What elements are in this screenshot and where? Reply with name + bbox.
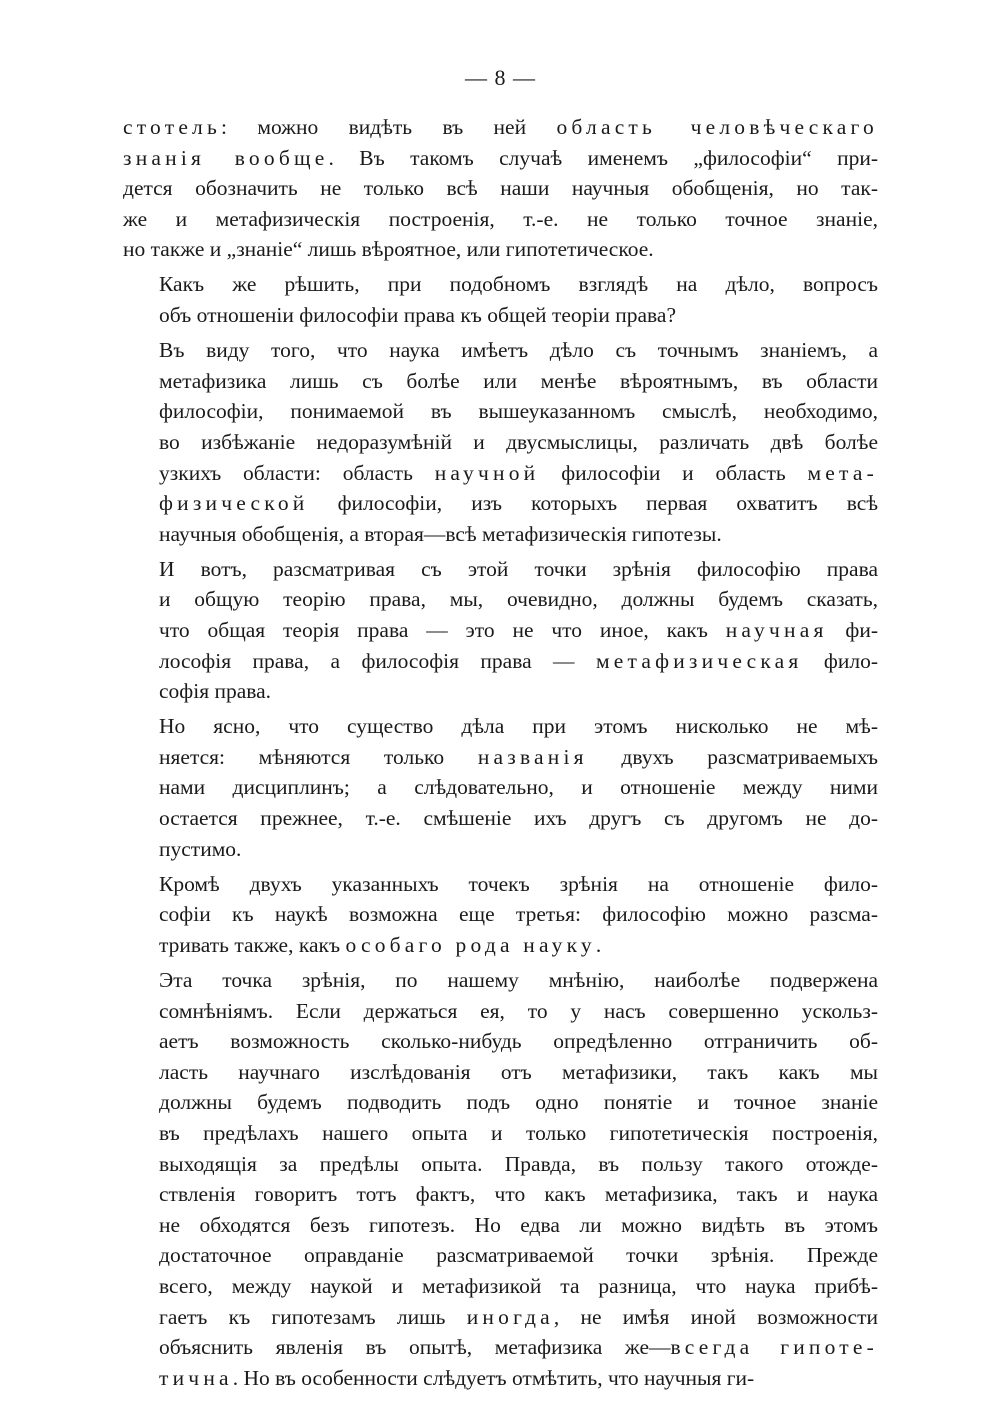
text-segment: философіи, изъ которыхъ первая охватитъ всѣ: [308, 491, 878, 516]
text-line: [123, 646, 878, 677]
text-segment: : можно видѣть въ ней: [221, 115, 557, 139]
text-line: [123, 742, 878, 773]
text-line: [123, 869, 878, 900]
text-segment: гаетъ къ гипотезамъ лишь: [159, 1304, 467, 1329]
spaced-emphasis: особаго рода науку: [345, 932, 596, 957]
text-line: [123, 173, 878, 204]
spaced-emphasis: мета-: [807, 460, 878, 485]
text-line: [123, 615, 878, 646]
text-line: [123, 584, 878, 615]
text-segment: въ предѣлахъ нашего опыта и только гипотетическія построенія,: [159, 1121, 878, 1145]
text-segment: нами дисциплинъ; а слѣдовательно, и отношеніе между ними: [159, 775, 878, 800]
text-line: [123, 1302, 878, 1333]
text-segment: должны будемъ подводить подъ одно понятіе и точное знаніе: [159, 1090, 878, 1115]
text-line: [123, 711, 878, 742]
paragraph: [123, 869, 878, 961]
text-segment: всего, между наукой и метафизикой та разница, что наука прибѣ-: [159, 1273, 878, 1298]
paragraph: [123, 112, 878, 265]
spaced-emphasis: стотель: [123, 115, 221, 139]
text-line: [123, 458, 878, 489]
text-line: [123, 427, 878, 458]
text-line: [123, 803, 878, 834]
text-segment: достаточное оправданіе разсматриваемой точки зрѣнія. Прежде: [159, 1243, 878, 1268]
text-segment: Въ виду того, что наука имѣетъ дѣло съ точнымъ знаніемъ, а: [159, 338, 878, 363]
text-segment: Эта точка зрѣнія, по нашему мнѣнію, наиболѣе подвержена: [159, 968, 878, 993]
text-segment: во избѣжаніе недоразумѣній и двусмыслицы, различать двѣ болѣе: [159, 429, 878, 454]
text-segment: выходящія за предѣлы опыта. Правда, въ пользу такого отожде-: [159, 1151, 878, 1176]
page-number: — 8 —: [465, 65, 536, 90]
spaced-emphasis: физической: [159, 491, 309, 516]
text-line: [123, 335, 878, 366]
text-segment: софіи къ наукѣ возможна еще третья: философію можно разсма-: [159, 902, 878, 927]
text-segment: объяснить явленія въ опытѣ, метафизика же—: [159, 1335, 671, 1360]
text-line: [123, 899, 878, 930]
text-segment: тривать также, какъ: [159, 932, 346, 957]
text-line: [123, 1149, 878, 1180]
text-segment: но также и „знаніе“ лишь вѣроятное, или гипотетическое.: [123, 237, 654, 262]
text-line: [123, 1271, 878, 1302]
spaced-emphasis: названія: [477, 744, 588, 769]
text-segment: что общая теорія права — это не что иное, какъ: [159, 618, 726, 642]
text-line: [123, 488, 878, 519]
text-line: [123, 1087, 878, 1118]
text-segment: узкихъ области: область: [159, 460, 435, 485]
text-segment: , не имѣя иной возможности: [553, 1304, 878, 1329]
paragraph: [123, 965, 878, 1393]
text-line: [123, 996, 878, 1027]
text-line: [123, 1179, 878, 1210]
text-line: [123, 554, 878, 585]
text-segment: метафизика лишь съ болѣе или менѣе вѣроятнымъ, въ области: [159, 368, 878, 393]
text-segment: Какъ же рѣшить, при подобномъ взглядѣ на дѣло, вопросъ: [159, 272, 878, 297]
text-segment: не обходятся безъ гипотезъ. Но едва ли можно видѣть въ этомъ: [159, 1212, 878, 1237]
text-segment: остается прежнее, т.-е. смѣшеніе ихъ другъ съ другомъ не до-: [159, 806, 878, 831]
text-segment: Но ясно, что существо дѣла при этомъ нисколько не мѣ-: [159, 714, 878, 739]
text-line: [123, 1210, 878, 1241]
text-segment: философіи и область: [539, 460, 808, 485]
text-line: [123, 300, 878, 331]
text-segment: аетъ возможность сколько-нибудь опредѣленно отграничить об-: [159, 1029, 878, 1054]
spaced-emphasis: иногда: [466, 1304, 554, 1329]
spaced-emphasis: научной: [434, 460, 540, 485]
text-line: [123, 676, 878, 707]
text-segment: и общую теорію права, мы, очевидно, должны будемъ сказать,: [159, 587, 878, 612]
body-text: [123, 112, 878, 1393]
text-segment: софія права.: [159, 679, 272, 704]
text-segment: И вотъ, разсматривая съ этой точки зрѣнія философію права: [159, 556, 878, 581]
text-line: [123, 1118, 878, 1149]
text-segment: фило-: [802, 648, 878, 673]
text-line: [123, 1363, 878, 1394]
text-segment: сомнѣніямъ. Если держаться ея, то у насъ совершенно ускольз-: [159, 998, 878, 1023]
paragraph: [123, 554, 878, 707]
text-segment: .: [595, 932, 602, 957]
paragraph: [123, 711, 878, 864]
text-segment: . Но въ особенности слѣдуетъ отмѣтить, что научныя ги-: [232, 1365, 755, 1390]
text-segment: ствленія говоритъ тотъ фактъ, что какъ метафизика, такъ и наука: [159, 1182, 878, 1207]
spaced-emphasis: всегда гипоте-: [670, 1335, 878, 1360]
text-segment: . Въ такомъ случаѣ именемъ „философіи“ при-: [328, 145, 878, 170]
text-line: [123, 366, 878, 397]
paragraph: [123, 269, 878, 330]
text-segment: Кромѣ двухъ указанныхъ точекъ зрѣнія на отношеніе фило-: [159, 871, 878, 896]
paragraph: [123, 335, 878, 549]
text-line: [123, 519, 878, 550]
text-line: [123, 396, 878, 427]
text-line: [123, 204, 878, 235]
text-segment: объ отношеніи философіи права къ общей теоріи права?: [159, 303, 676, 328]
text-line: [123, 772, 878, 803]
spaced-emphasis: область человѣческаго: [556, 115, 878, 139]
text-line: [123, 1240, 878, 1271]
text-segment: фи-: [827, 618, 878, 642]
text-segment: ласть научнаго изслѣдованія отъ метафизики, такъ какъ мы: [159, 1059, 878, 1084]
text-segment: философіи, понимаемой въ вышеуказанномъ смыслѣ, необходимо,: [159, 399, 878, 424]
text-line: [123, 1026, 878, 1057]
spaced-emphasis: тична: [159, 1365, 233, 1390]
text-segment: же и метафизическія построенія, т.-е. не только точное знаніе,: [123, 206, 878, 231]
spaced-emphasis: научная: [725, 618, 828, 642]
book-page: [123, 58, 878, 1398]
text-line: [123, 112, 878, 143]
text-segment: дется обозначить не только всѣ наши научныя обобщенія, но так-: [123, 176, 878, 201]
text-line: [123, 1332, 878, 1363]
text-line: [123, 143, 878, 174]
text-line: [123, 234, 878, 265]
text-segment: лософія права, а философія права —: [159, 648, 596, 673]
text-line: [123, 834, 878, 865]
spaced-emphasis: знанія вообще: [123, 145, 329, 170]
spaced-emphasis: метафизическая: [595, 648, 803, 673]
text-segment: двухъ разсматриваемыхъ: [587, 744, 878, 769]
text-line: [123, 965, 878, 996]
text-segment: пустимо.: [159, 836, 242, 861]
text-line: [123, 269, 878, 300]
text-line: [123, 930, 878, 961]
text-segment: научныя обобщенія, а вторая—всѣ метафизическія гипотезы.: [159, 521, 722, 546]
text-segment: няется: мѣняются только: [159, 744, 478, 769]
text-line: [123, 1057, 878, 1088]
